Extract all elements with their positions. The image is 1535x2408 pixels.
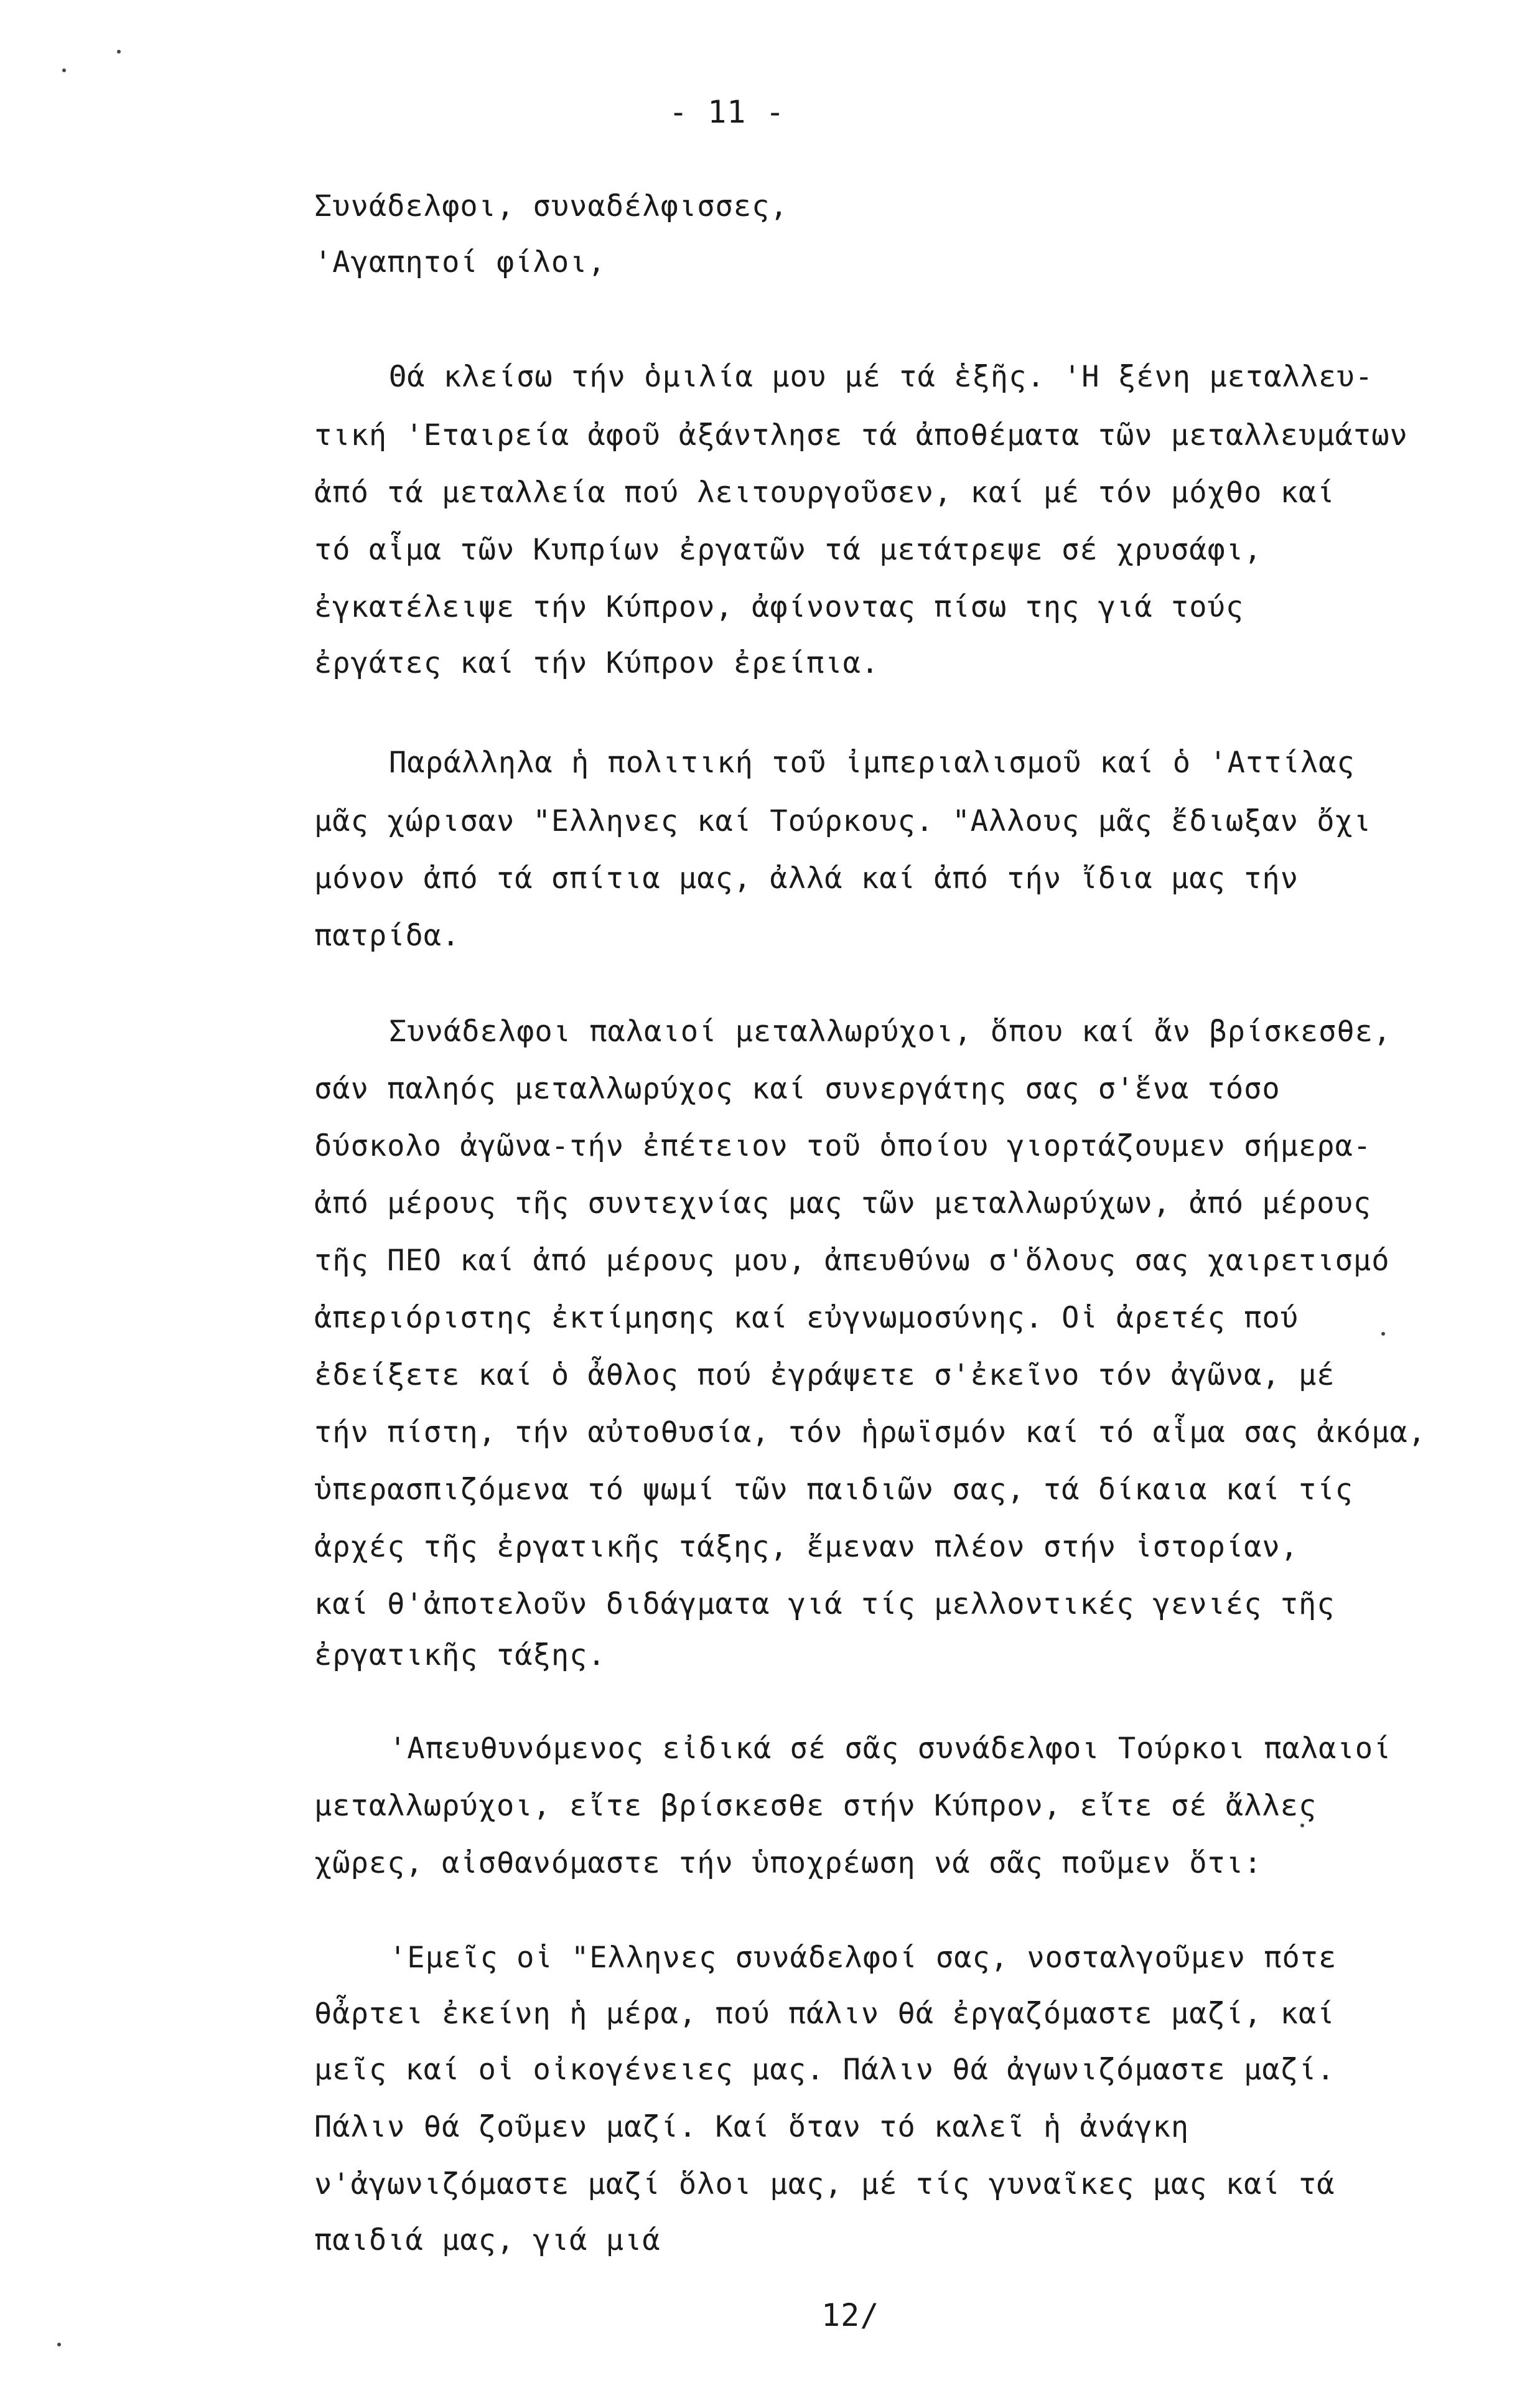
salutation-line: 'Αγαπητοί φίλοι, xyxy=(314,245,606,279)
scan-speck xyxy=(1300,1824,1304,1827)
paragraph-line: ν'ἀγωνιζόμαστε μαζί ὅλοι μας, μέ τίς γυναῖκες μας καί τά xyxy=(314,2167,1335,2201)
paragraph-line: Θά κλείσω τήν ὁμιλία μου μέ τά ἑξῆς. 'Η ξένη μεταλλευ- xyxy=(389,360,1374,394)
paragraph-line: θἆρτει ἐκείνη ἡ μέρα, πού πάλιν θά ἐργαζόμαστε μαζί, καί xyxy=(314,1997,1335,2031)
paragraph-line: ἐγκατέλειψε τήν Κύπρον, ἀφίνοντας πίσω της γιά τούς xyxy=(314,590,1244,624)
page-number: - 11 - xyxy=(669,94,785,130)
paragraph-line: τήν πίστη, τήν αὐτοθυσία, τόν ἡρωϊσμόν καί τό αἷμα σας ἀκόμα, xyxy=(314,1415,1427,1450)
paragraph-line: χῶρες, αἰσθανόμαστε τήν ὑποχρέωση νά σᾶς ποῦμεν ὅτι: xyxy=(314,1846,1262,1880)
paragraph-line: ἐργάτες καί τήν Κύπρον ἐρείπια. xyxy=(314,646,880,680)
paragraph-line: ἐδείξετε καί ὁ ἆθλος πού ἐγράψετε σ'ἐκεῖνο τόν ἀγῶνα, μέ xyxy=(314,1358,1335,1392)
paragraph-line: ἀπεριόριστης ἐκτίμησης καί εὐγνωμοσύνης. Οἱ ἀρετές πού xyxy=(314,1301,1299,1335)
scan-speck xyxy=(117,50,121,54)
paragraph-line: παιδιά μας, γιά μιά xyxy=(314,2223,661,2257)
paragraph-line: ἐργατικῆς τάξης. xyxy=(314,1638,606,1672)
paragraph-line: ἀρχές τῆς ἐργατικῆς τάξης, ἔμεναν πλέον στήν ἱστορίαν, xyxy=(314,1530,1299,1564)
paragraph-line: ἀπό μέρους τῆς συντεχνίας μας τῶν μεταλλωρύχων, ἀπό μέρους xyxy=(314,1186,1372,1220)
paragraph-line: 'Εμεῖς οἱ "Ελληνες συνάδελφοί σας, νοσταλγοῦμεν πότε xyxy=(389,1941,1337,1975)
paragraph-line: μᾶς χώρισαν "Ελληνες καί Τούρκους. "Αλλους μᾶς ἔδιωξαν ὄχι xyxy=(314,804,1372,838)
paragraph-line: καί θ'ἀποτελοῦν διδάγματα γιά τίς μελλοντικές γενιές τῆς xyxy=(314,1587,1335,1621)
paragraph-line: πατρίδα. xyxy=(314,919,460,953)
paragraph-line: σάν παληός μεταλλωρύχος καί συνεργάτης σας σ'ἕνα τόσο xyxy=(314,1072,1281,1106)
scan-speck xyxy=(1381,1332,1385,1336)
paragraph-line: δύσκολο ἀγῶνα-τήν ἐπέτειον τοῦ ὁποίου γιορτάζουμεν σήμερα- xyxy=(314,1129,1372,1163)
paragraph-line: ὑπερασπιζόμενα τό ψωμί τῶν παιδιῶν σας, τά δίκαια καί τίς xyxy=(314,1473,1353,1507)
paragraph-line: τό αἷμα τῶν Κυπρίων ἐργατῶν τά μετάτρεψε σέ χρυσάφι, xyxy=(314,533,1262,567)
paragraph-line: μεταλλωρύχοι, εἴτε βρίσκεσθε στήν Κύπρον, εἴτε σέ ἄλλες xyxy=(314,1789,1317,1823)
paragraph-line: τική 'Εταιρεία ἀφοῦ ἀξάντλησε τά ἀποθέματα τῶν μεταλλευμάτων xyxy=(314,418,1408,452)
paragraph-line: μεῖς καί οἱ οἰκογένειες μας. Πάλιν θά ἀγωνιζόμαστε μαζί. xyxy=(314,2053,1335,2087)
paragraph-line: μόνον ἀπό τά σπίτια μας, ἀλλά καί ἀπό τήν ἴδια μας τήν xyxy=(314,861,1299,896)
paragraph-line: Πάλιν θά ζοῦμεν μαζί. Καί ὅταν τό καλεῖ ἡ ἀνάγκη xyxy=(314,2110,1190,2144)
paragraph-line: Συνάδελφοι παλαιοί μεταλλωρύχοι, ὅπου καί ἄν βρίσκεσθε, xyxy=(389,1014,1392,1049)
paragraph-line: ἀπό τά μεταλλεία πού λειτουργοῦσεν, καί μέ τόν μόχθο καί xyxy=(314,476,1335,510)
paragraph-line: 'Απευθυνόμενος εἰδικά σέ σᾶς συνάδελφοι Τούρκοι παλαιοί xyxy=(389,1731,1392,1766)
scan-speck xyxy=(57,2343,61,2346)
paragraph-line: Παράλληλα ἡ πολιτική τοῦ ἰμπεριαλισμοῦ καί ὁ 'Αττίλας xyxy=(389,746,1355,780)
paragraph-line: τῆς ΠΕΟ καί ἀπό μέρους μου, ἀπευθύνω σ'ὅλους σας χαιρετισμό xyxy=(314,1244,1390,1278)
salutation-line: Συνάδελφοι, συναδέλφισσες, xyxy=(314,189,788,223)
scan-speck xyxy=(62,68,66,72)
continuation-marker: 12/ xyxy=(821,2297,880,2333)
